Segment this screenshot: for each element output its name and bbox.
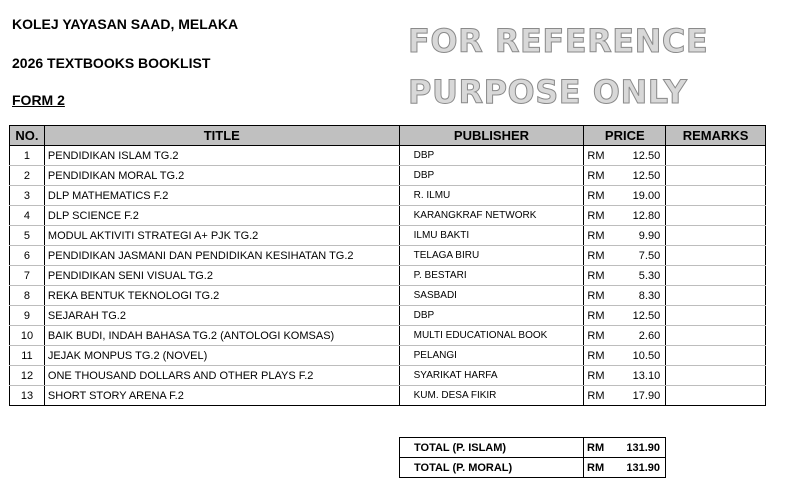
row-number: 4 [10, 206, 45, 226]
price: 5.30 [614, 266, 666, 286]
publisher: P. BESTARI [399, 266, 584, 286]
book-title: PENDIDIKAN JASMANI DAN PENDIDIKAN KESIHATAN TG.2 [44, 246, 399, 266]
remarks [666, 146, 766, 166]
remarks [666, 326, 766, 346]
price: 13.10 [614, 366, 666, 386]
total-row [400, 438, 666, 458]
remarks [666, 226, 766, 246]
row-number: 13 [10, 386, 45, 406]
publisher: DBP [399, 166, 584, 186]
total-currency: RM [584, 438, 621, 458]
table-row [10, 166, 766, 186]
currency: RM [584, 206, 614, 226]
total-amount: 131.90 [620, 458, 666, 478]
book-title: REKA BENTUK TEKNOLOGI TG.2 [44, 286, 399, 306]
price: 19.00 [614, 186, 666, 206]
row-number: 1 [10, 146, 45, 166]
book-title: SEJARAH TG.2 [44, 306, 399, 326]
book-title: ONE THOUSAND DOLLARS AND OTHER PLAYS F.2 [44, 366, 399, 386]
table-row [10, 226, 766, 246]
form-label: FORM 2 [12, 92, 65, 108]
table-row [10, 266, 766, 286]
booklist-title: 2026 TEXTBOOKS BOOKLIST [12, 55, 211, 71]
price: 12.50 [614, 306, 666, 326]
publisher: ILMU BAKTI [399, 226, 584, 246]
remarks [666, 366, 766, 386]
publisher: SASBADI [399, 286, 584, 306]
publisher: DBP [399, 306, 584, 326]
table-row [10, 326, 766, 346]
row-number: 11 [10, 346, 45, 366]
table-header-row [10, 126, 766, 146]
row-number: 9 [10, 306, 45, 326]
table-row [10, 206, 766, 226]
publisher: DBP [399, 146, 584, 166]
currency: RM [584, 226, 614, 246]
table-row [10, 386, 766, 406]
remarks [666, 206, 766, 226]
total-row [400, 458, 666, 478]
school-name: KOLEJ YAYASAN SAAD, MELAKA [12, 16, 239, 32]
publisher: KARANGKRAF NETWORK [399, 206, 584, 226]
remarks [666, 246, 766, 266]
remarks [666, 346, 766, 366]
currency: RM [584, 266, 614, 286]
table-row [10, 146, 766, 166]
price: 12.50 [614, 146, 666, 166]
row-number: 12 [10, 366, 45, 386]
col-header-remarks: REMARKS [666, 126, 766, 146]
remarks [666, 306, 766, 326]
total-label: TOTAL (P. MORAL) [400, 458, 584, 478]
table-row [10, 366, 766, 386]
price: 8.30 [614, 286, 666, 306]
table-row [10, 286, 766, 306]
price: 9.90 [614, 226, 666, 246]
col-header-price: PRICE [584, 126, 666, 146]
currency: RM [584, 326, 614, 346]
totals-table [399, 437, 666, 478]
book-title: JEJAK MONPUS TG.2 (NOVEL) [44, 346, 399, 366]
booklist-table [9, 125, 766, 406]
col-header-title: TITLE [44, 126, 399, 146]
currency: RM [584, 366, 614, 386]
row-number: 7 [10, 266, 45, 286]
currency: RM [584, 166, 614, 186]
total-amount: 131.90 [620, 438, 666, 458]
publisher: PELANGI [399, 346, 584, 366]
publisher: SYARIKAT HARFA [399, 366, 584, 386]
total-currency: RM [584, 458, 621, 478]
price: 12.80 [614, 206, 666, 226]
remarks [666, 286, 766, 306]
publisher: R. ILMU [399, 186, 584, 206]
price: 12.50 [614, 166, 666, 186]
remarks [666, 266, 766, 286]
row-number: 6 [10, 246, 45, 266]
table-row [10, 246, 766, 266]
book-title: SHORT STORY ARENA F.2 [44, 386, 399, 406]
currency: RM [584, 146, 614, 166]
table-row [10, 346, 766, 366]
remarks [666, 386, 766, 406]
watermark-line-2: PURPOSE ONLY [408, 73, 688, 111]
book-title: BAIK BUDI, INDAH BAHASA TG.2 (ANTOLOGI KOMSAS) [44, 326, 399, 346]
book-title: MODUL AKTIVITI STRATEGI A+ PJK TG.2 [44, 226, 399, 246]
row-number: 3 [10, 186, 45, 206]
book-title: PENDIDIKAN ISLAM TG.2 [44, 146, 399, 166]
currency: RM [584, 306, 614, 326]
col-header-publisher: PUBLISHER [399, 126, 584, 146]
table-row [10, 306, 766, 326]
price: 2.60 [614, 326, 666, 346]
currency: RM [584, 346, 614, 366]
total-label: TOTAL (P. ISLAM) [400, 438, 584, 458]
remarks [666, 166, 766, 186]
book-title: DLP SCIENCE F.2 [44, 206, 399, 226]
book-title: DLP MATHEMATICS F.2 [44, 186, 399, 206]
publisher: MULTI EDUCATIONAL BOOK [399, 326, 584, 346]
price: 7.50 [614, 246, 666, 266]
publisher: KUM. DESA FIKIR [399, 386, 584, 406]
price: 17.90 [614, 386, 666, 406]
table-row [10, 186, 766, 206]
currency: RM [584, 246, 614, 266]
watermark-line-1: FOR REFERENCE [408, 22, 709, 60]
book-title: PENDIDIKAN SENI VISUAL TG.2 [44, 266, 399, 286]
row-number: 2 [10, 166, 45, 186]
row-number: 5 [10, 226, 45, 246]
currency: RM [584, 186, 614, 206]
remarks [666, 186, 766, 206]
price: 10.50 [614, 346, 666, 366]
currency: RM [584, 286, 614, 306]
row-number: 10 [10, 326, 45, 346]
currency: RM [584, 386, 614, 406]
row-number: 8 [10, 286, 45, 306]
publisher: TELAGA BIRU [399, 246, 584, 266]
book-title: PENDIDIKAN MORAL TG.2 [44, 166, 399, 186]
col-header-no: NO. [10, 126, 45, 146]
